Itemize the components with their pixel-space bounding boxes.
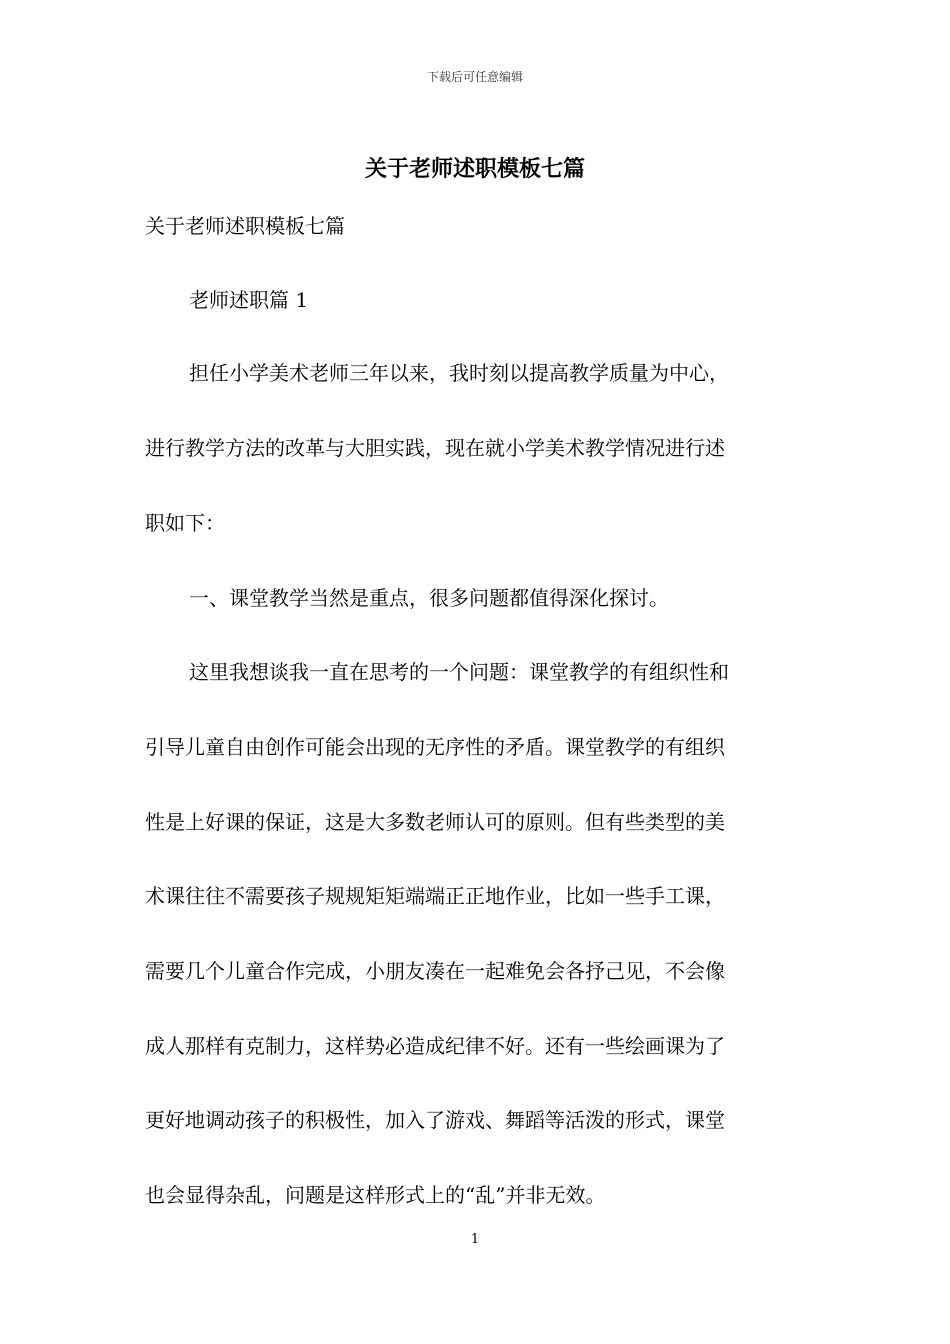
section-heading: 老师述职篇 1	[189, 288, 309, 312]
paragraph-line: 需要几个儿童合作完成，小朋友凑在一起难免会各抒己见，不会像	[145, 959, 725, 983]
paragraph-line: 性是上好课的保证，这是大多数老师认可的原则。但有些类型的美	[145, 810, 725, 834]
paragraph-line: 术课往往不需要孩子规规矩矩端端正正地作业，比如一些手工课，	[145, 884, 725, 908]
paragraph-line: 职如下：	[145, 511, 225, 535]
paragraph-line: 成人那样有克制力，这样势必造成纪律不好。还有一些绘画课为了	[145, 1034, 725, 1058]
document-title: 关于老师述职模板七篇	[364, 156, 585, 182]
paragraph-line: 更好地调动孩子的积极性，加入了游戏、舞蹈等活泼的形式，课堂	[145, 1108, 725, 1132]
paragraph-line: 引导儿童自由创作可能会出现的无序性的矛盾。课堂教学的有组织	[145, 735, 725, 759]
paragraph-line: 也会显得杂乱，问题是这样形式上的“乱”并非无效。	[145, 1183, 606, 1207]
page-header-note: 下载后可任意编辑	[426, 70, 523, 84]
paragraph-line: 这里我想谈我一直在思考的一个问题：课堂教学的有组织性和	[189, 660, 729, 684]
page-number: 1	[470, 1232, 480, 1247]
paragraph-line: 一、课堂教学当然是重点，很多问题都值得深化探讨。	[189, 586, 669, 610]
paragraph-line: 担任小学美术老师三年以来，我时刻以提高教学质量为中心，	[189, 361, 729, 385]
subtitle-line: 关于老师述职模板七篇	[145, 214, 345, 238]
paragraph-line: 进行教学方法的改革与大胆实践，现在就小学美术教学情况进行述	[145, 436, 725, 460]
